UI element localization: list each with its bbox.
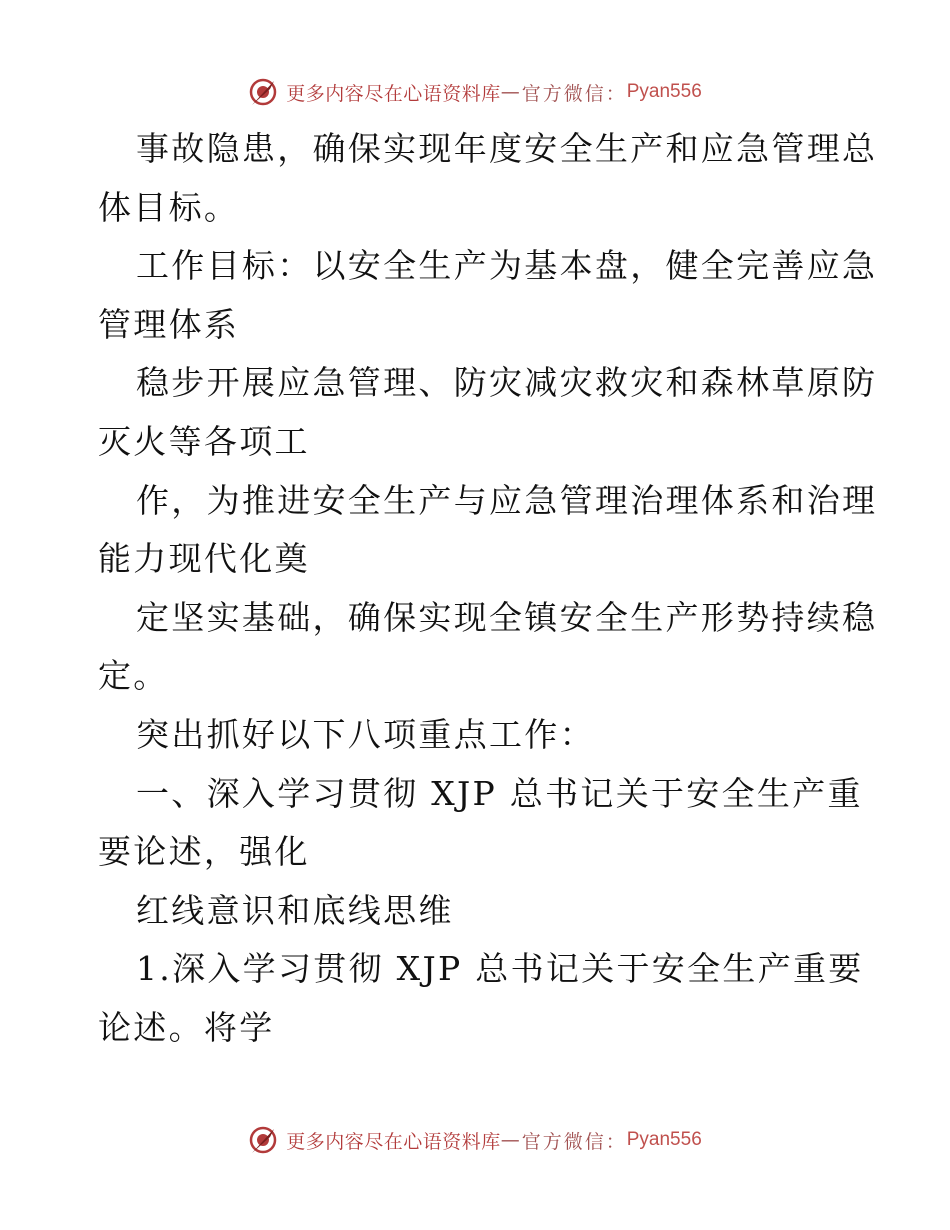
text-line: 管理体系 (98, 304, 240, 344)
text-line: 要论述，强化 (98, 832, 310, 872)
text-line: 体目标。 (98, 187, 240, 227)
page-footer (0, 1124, 950, 1156)
header-dash: — (500, 81, 522, 103)
text-line: 红线意识和底线思维 (136, 890, 454, 930)
text-line: 定。 (98, 656, 169, 696)
text-line: 突出抓好以下八项重点工作： (136, 714, 595, 754)
document-body (98, 120, 878, 1058)
footer-brand-text: 更多内容尽在心语资料库 (286, 1130, 501, 1153)
footer-dash: — (500, 1129, 522, 1151)
text-line: 能力现代化奠 (98, 539, 310, 579)
footer-official-label: 官方微信： (521, 1130, 627, 1153)
text-line: 论述。将学 (98, 1007, 275, 1047)
footer-wechat-id: Pyan556 (626, 1129, 702, 1150)
text-line: 作，为推进安全生产与应急管理治理体系和治理 (136, 480, 878, 520)
header-brand-text: 更多内容尽在心语资料库 (286, 82, 501, 105)
quill-pen-logo-icon (248, 1125, 278, 1155)
header-wechat-id: Pyan556 (626, 81, 702, 102)
text-line: 1.深入学习贯彻 XJP 总书记关于安全生产重要 (136, 949, 864, 989)
text-line: 灭火等各项工 (98, 421, 310, 461)
text-line: 稳步开展应急管理、防灾减灾救灾和森林草原防 (136, 363, 878, 403)
text-line: 一、深入学习贯彻 XJP 总书记关于安全生产重 (136, 773, 863, 813)
page-header (0, 76, 950, 108)
text-line: 事故隐患，确保实现年度安全生产和应急管理总 (136, 129, 878, 168)
quill-pen-logo-icon (248, 77, 278, 107)
text-line: 定坚实基础，确保实现全镇安全生产形势持续稳 (136, 597, 878, 637)
text-line: 工作目标：以安全生产为基本盘，健全完善应急 (136, 246, 878, 286)
header-official-label: 官方微信： (521, 82, 627, 105)
